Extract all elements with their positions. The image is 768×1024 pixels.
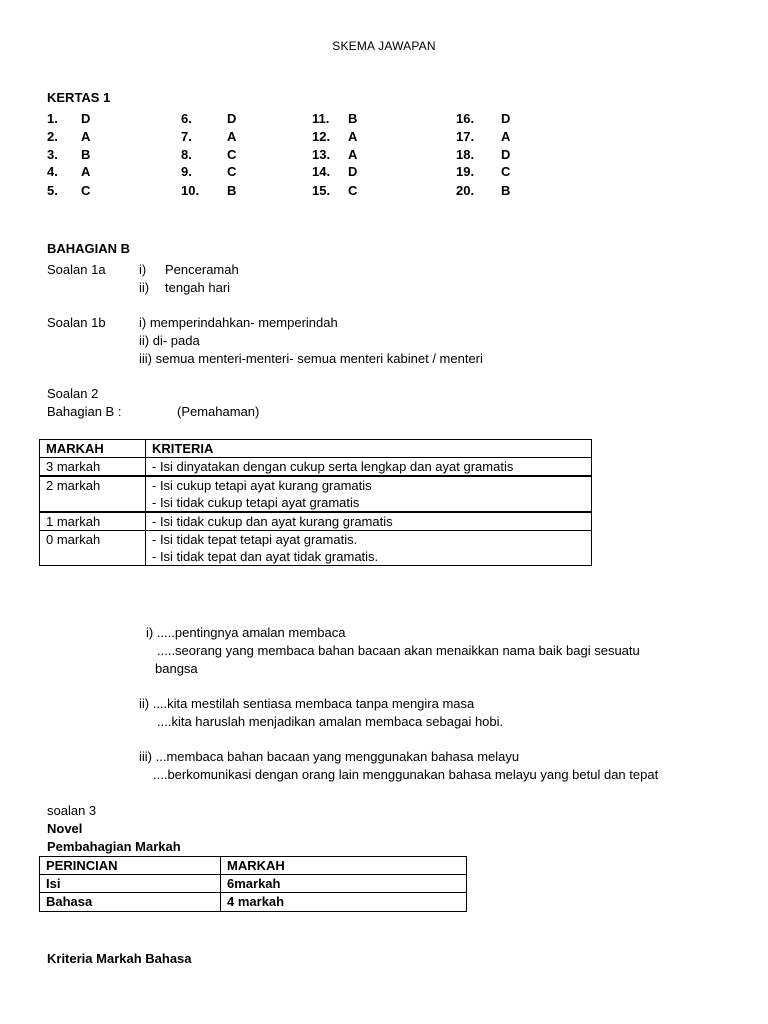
kriteria-line: - Isi tidak tepat tetapi ayat gramatis. bbox=[152, 532, 358, 547]
table-row bbox=[40, 512, 592, 531]
answer-number: 4. bbox=[47, 164, 58, 179]
soalan-1a-item-text: Penceramah bbox=[165, 262, 239, 277]
answer-letter: D bbox=[81, 111, 91, 126]
kriteria-line: - Isi tidak cukup tetapi ayat gramatis bbox=[152, 495, 360, 510]
answer-letter: C bbox=[81, 183, 91, 198]
answer-letter: B bbox=[501, 183, 511, 198]
answer-number: 16. bbox=[456, 111, 475, 126]
soalan-1b-item: ii) di- pada bbox=[139, 333, 200, 348]
answer-i-line: .....seorang yang membaca bahan bacaan akan menaikkan nama baik bagi sesuatu bbox=[157, 643, 640, 658]
answer-number: 10. bbox=[181, 183, 200, 198]
answer-letter: A bbox=[227, 129, 237, 144]
markah-cell: 4 markah bbox=[221, 893, 467, 912]
answer-number: 3. bbox=[47, 147, 58, 162]
markah-cell: 6markah bbox=[221, 875, 467, 893]
table-row bbox=[40, 531, 592, 566]
answer-i-line: i) .....pentingnya amalan membaca bbox=[146, 625, 346, 640]
markah-cell: 1 markah bbox=[40, 512, 146, 531]
soalan-2-criteria-table bbox=[39, 439, 592, 566]
answer-iii-line: ....berkomunikasi dengan orang lain menggunakan bahasa melayu yang betul dan tepat bbox=[153, 767, 659, 782]
answer-letter: B bbox=[81, 147, 91, 162]
perincian-cell: Bahasa bbox=[40, 893, 221, 912]
answer-number: 6. bbox=[181, 111, 192, 126]
answer-number: 20. bbox=[456, 183, 475, 198]
table-row bbox=[40, 476, 592, 512]
soalan-1a-item-num: i) bbox=[139, 262, 147, 277]
answer-letter: A bbox=[81, 129, 91, 144]
table-header-row bbox=[40, 440, 592, 458]
table-row bbox=[40, 458, 592, 477]
answer-ii-line: ii) ....kita mestilah sentiasa membaca tanpa mengira masa bbox=[139, 696, 475, 711]
kriteria-cell bbox=[146, 531, 592, 566]
soalan-2-label: Soalan 2 bbox=[47, 386, 99, 401]
novel-label: Novel bbox=[47, 821, 83, 836]
soalan-1a-label: Soalan 1a bbox=[47, 262, 106, 277]
answer-letter: D bbox=[501, 147, 511, 162]
answer-number: 8. bbox=[181, 147, 192, 162]
answer-letter: D bbox=[501, 111, 511, 126]
kriteria-cell bbox=[146, 476, 592, 512]
soalan-1b-item: i) memperindahkan- memperindah bbox=[139, 315, 338, 330]
table-header-cell: PERINCIAN bbox=[40, 857, 221, 875]
kriteria-cell bbox=[146, 512, 592, 531]
table-header-cell: KRITERIA bbox=[146, 440, 592, 458]
answer-number: 15. bbox=[312, 183, 331, 198]
answer-number: 9. bbox=[181, 164, 192, 179]
page-title: SKEMA JAWAPAN bbox=[332, 39, 436, 53]
answer-number: 18. bbox=[456, 147, 475, 162]
soalan-1a-item-num: ii) bbox=[139, 280, 150, 295]
kriteria-line: - Isi tidak cukup dan ayat kurang gramatis bbox=[152, 514, 393, 529]
table-row bbox=[40, 875, 467, 893]
answer-number: 13. bbox=[312, 147, 331, 162]
answer-letter: C bbox=[227, 164, 237, 179]
kriteria-line: - Isi tidak tepat dan ayat tidak gramatis. bbox=[152, 549, 379, 564]
answer-i-line: bangsa bbox=[155, 661, 198, 676]
answer-letter: A bbox=[348, 147, 358, 162]
table-header-cell: MARKAH bbox=[40, 440, 146, 458]
answer-letter: D bbox=[348, 164, 358, 179]
answer-number: 12. bbox=[312, 129, 331, 144]
table-header-cell: MARKAH bbox=[221, 857, 467, 875]
kriteria-markah-bahasa-heading: Kriteria Markah Bahasa bbox=[47, 951, 192, 966]
markah-cell: 3 markah bbox=[40, 458, 146, 477]
kertas1-heading: KERTAS 1 bbox=[47, 90, 111, 105]
answer-letter: B bbox=[227, 183, 237, 198]
soalan-1a-item-text: tengah hari bbox=[165, 280, 231, 295]
answer-number: 11. bbox=[312, 111, 330, 126]
soalan-3-label: soalan 3 bbox=[47, 803, 97, 818]
answer-letter: C bbox=[227, 147, 237, 162]
kriteria-cell bbox=[146, 458, 592, 477]
answer-letter: A bbox=[81, 164, 91, 179]
answer-letter: A bbox=[348, 129, 358, 144]
pemahaman-label: (Pemahaman) bbox=[177, 404, 260, 419]
answer-letter: C bbox=[348, 183, 358, 198]
kriteria-line: - Isi dinyatakan dengan cukup serta lengkap dan ayat gramatis bbox=[152, 459, 514, 474]
answer-number: 2. bbox=[47, 129, 58, 144]
table-row bbox=[40, 893, 467, 912]
answer-number: 17. bbox=[456, 129, 475, 144]
answer-letter: C bbox=[501, 164, 511, 179]
answer-number: 14. bbox=[312, 164, 331, 179]
answer-letter: A bbox=[501, 129, 511, 144]
answer-letter: B bbox=[348, 111, 358, 126]
markah-cell: 0 markah bbox=[40, 531, 146, 566]
pembahagian-markah-label: Pembahagian Markah bbox=[47, 839, 181, 854]
answer-letter: D bbox=[227, 111, 237, 126]
answer-iii-line: iii) ...membaca bahan bacaan yang menggunakan bahasa melayu bbox=[139, 749, 520, 764]
answer-ii-line: ....kita haruslah menjadikan amalan membaca sebagai hobi. bbox=[157, 714, 504, 729]
answer-number: 7. bbox=[181, 129, 192, 144]
bahagian-b-heading: BAHAGIAN B bbox=[47, 241, 131, 256]
kriteria-line: - Isi cukup tetapi ayat kurang gramatis bbox=[152, 478, 372, 493]
perincian-cell: Isi bbox=[40, 875, 221, 893]
pembahagian-markah-table bbox=[39, 856, 467, 912]
table-header-row bbox=[40, 857, 467, 875]
answer-number: 1. bbox=[47, 111, 58, 126]
markah-cell: 2 markah bbox=[40, 476, 146, 512]
answer-number: 19. bbox=[456, 164, 475, 179]
answer-number: 5. bbox=[47, 183, 58, 198]
soalan-1b-item: iii) semua menteri-menteri- semua menteri kabinet / menteri bbox=[139, 351, 483, 366]
soalan-1b-label: Soalan 1b bbox=[47, 315, 106, 330]
bahagian-b-sub-label: Bahagian B : bbox=[47, 404, 122, 419]
